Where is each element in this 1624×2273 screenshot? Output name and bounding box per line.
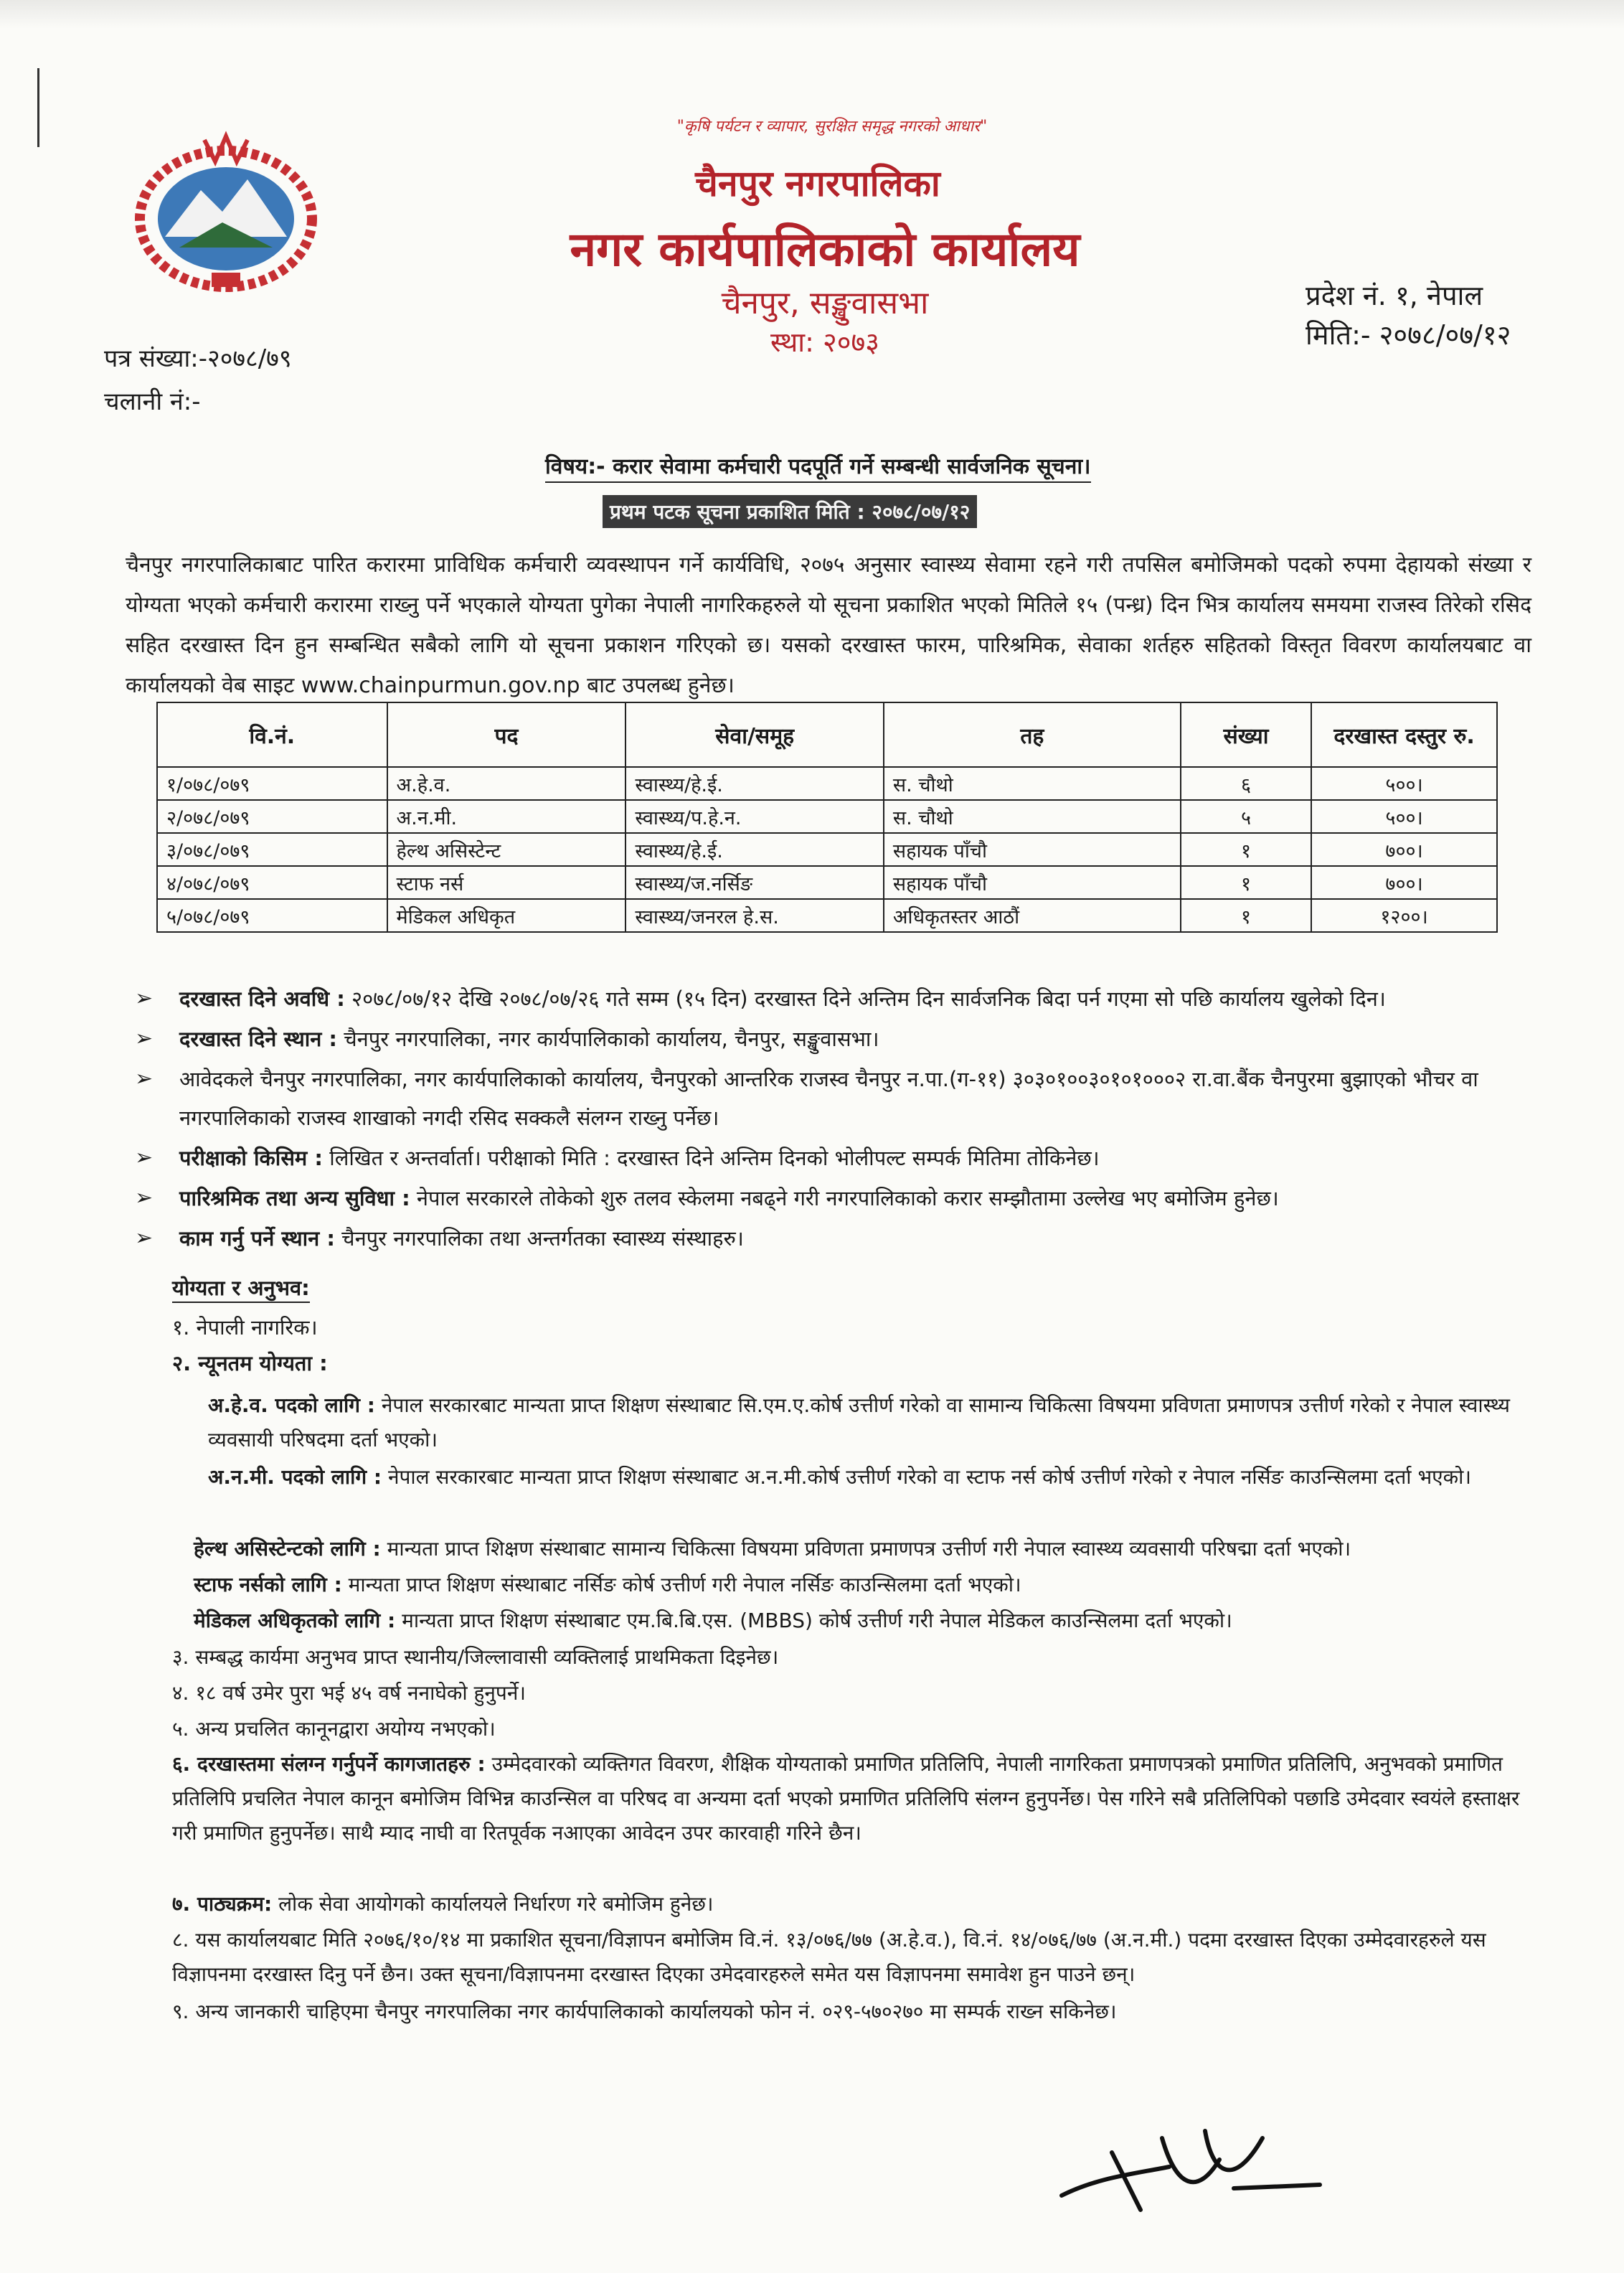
qualification-5: ५. अन्य प्रचलित कानूनद्वारा अयोग्य नभएको। xyxy=(172,1717,496,1741)
cell-post: स्टाफ नर्स xyxy=(387,866,626,899)
cell-level: स. चौथो xyxy=(884,767,1181,800)
notice-bullets xyxy=(129,979,1535,1259)
staff-nurse-text: मान्यता प्राप्त शिक्षण संस्थाबाट नर्सिङ कोर्ष उत्तीर्ण गरी नेपाल नर्सिङ काउन्सिलमा दर्ता भएको। xyxy=(348,1573,1021,1596)
bullet-text: चैनपुर नगरपालिका तथा अन्तर्गतका स्वास्थ्य संस्थाहरु। xyxy=(341,1226,744,1251)
arrow-bullet-icon: ➢ xyxy=(135,1225,154,1251)
cell-count: १ xyxy=(1181,866,1311,899)
table-row xyxy=(157,833,1497,866)
cell-post: अ.न.मी. xyxy=(387,800,626,833)
arrow-bullet-icon: ➢ xyxy=(135,1145,154,1170)
table-row xyxy=(157,767,1497,800)
cell-level: सहायक पाँचौ xyxy=(884,866,1181,899)
anm-requirement xyxy=(208,1460,1528,1495)
bullet-label: परीक्षाको किसिम : xyxy=(179,1146,323,1170)
list-item xyxy=(129,1060,1535,1137)
cell-serial: १/०७८/०७९ xyxy=(157,767,387,800)
documents-text: उम्मेदवारको व्यक्तिगत विवरण, शैक्षिक योग्यताको प्रमाणित प्रतिलिपि, नेपाली नागरिकता प्रमाणपत्रको प्रमाणित प्रतिलिपि, अनुभवको प्रमाणित प्रतिलिपि प्रचलित नेपाल कानून बमोजिम विभिन्न काउन्सिल वा परिषद वा अन्यमा दर्ता भएको प्रमाणित प्रतिलिपि संलग्न हुनुपर्नेछ। पेस गरिने सबै प्रतिलिपिको पछाडि उमेदवार स्वयंले हस्ताक्षर गरी प्रमाणित हुनुपर्नेछ। साथै म्याद नाघी वा रितपूर्वक नआएका आवेदन उपर कारवाही गरिने छैन। xyxy=(172,1752,1520,1845)
anm-text: नेपाल सरकारबाट मान्यता प्राप्त शिक्षण संस्थाबाट अ.न.मी.कोर्ष उत्तीर्ण गरेको वा स्टाफ नर्स कोर्ष उत्तीर्ण गरेको र नेपाल नर्सिङ काउन्सिलमा दर्ता भएको। xyxy=(387,1465,1471,1489)
bullet-label: दरखास्त दिने स्थान : xyxy=(179,1027,338,1051)
header-service: सेवा/समूह xyxy=(625,702,884,767)
cell-service: स्वास्थ्य/हे.ई. xyxy=(625,767,884,800)
scan-shadow xyxy=(0,0,1624,29)
anm-label: अ.न.मी. पदको लागि : xyxy=(208,1465,382,1489)
list-item xyxy=(129,1020,1535,1058)
medical-officer-requirement xyxy=(194,1604,1535,1638)
signature xyxy=(1054,2109,1327,2224)
cell-fee: ५००। xyxy=(1311,800,1497,833)
cell-fee: ५००। xyxy=(1311,767,1497,800)
cell-level: सहायक पाँचौ xyxy=(884,833,1181,866)
cell-service: स्वास्थ्य/हे.ई. xyxy=(625,833,884,866)
cell-serial: ३/०७८/०७९ xyxy=(157,833,387,866)
nepal-emblem-logo xyxy=(115,122,337,301)
qualification-4: ४. १८ वर्ष उमेर पुरा भई ४५ वर्ष ननाघेको हुनुपर्ने। xyxy=(172,1681,526,1705)
qualification-heading: योग्यता र अनुभव: xyxy=(172,1274,310,1303)
medical-officer-text: मान्यता प्राप्त शिक्षण संस्थाबाट एम.बि.बि.एस. (MBBS) कोर्ष उत्तीर्ण गरी नेपाल मेडिकल काउन्सिलमा दर्ता भएको। xyxy=(402,1609,1232,1632)
qualification-7 xyxy=(172,1887,1535,1921)
arrow-bullet-icon: ➢ xyxy=(135,1026,154,1051)
ahw-requirement xyxy=(208,1388,1528,1457)
list-item xyxy=(129,1139,1535,1177)
ahw-text: नेपाल सरकारबाट मान्यता प्राप्त शिक्षण संस्थाबाट सि.एम.ए.कोर्ष उत्तीर्ण गरेको वा सामान्य चिकित्सा विषयमा प्रविणता प्रमाणपत्र उत्तीर्ण गरेको र नेपाल स्वास्थ्य व्यवसायी परिषदमा दर्ता भएको। xyxy=(208,1393,1510,1451)
vacancy-table xyxy=(156,702,1498,933)
arrow-bullet-icon: ➢ xyxy=(135,1185,154,1210)
cell-post: अ.हे.व. xyxy=(387,767,626,800)
cell-level: स. चौथो xyxy=(884,800,1181,833)
qualification-2: २. न्यूनतम योग्यता : xyxy=(172,1351,328,1375)
list-item xyxy=(129,1179,1535,1218)
bullet-text: आवेदकले चैनपुर नगरपालिका, नगर कार्यपालिकाको कार्यालय, चैनपुरको आन्तरिक राजस्व चैनपुर न.पा.(ग-११) ३०३०१००३०१०१०००२ रा.वा.बैंक चैनपुरमा बुझाएको भौचर वा नगरपालिकाको राजस्व शाखाको नगदी रसिद सक्कलै संलग्न राख्नु पर्नेछ। xyxy=(179,1067,1478,1130)
cell-fee: १२००। xyxy=(1311,899,1497,932)
bullet-label: दरखास्त दिने अवधि : xyxy=(179,987,345,1011)
letter-date: मिति:- २०७८/०७/१२ xyxy=(1306,319,1511,351)
margin-mark xyxy=(37,68,39,147)
established-year: स्था: २०७३ xyxy=(770,326,880,358)
list-item xyxy=(129,1219,1535,1258)
cell-serial: ५/०७८/०७९ xyxy=(157,899,387,932)
header-serial: वि.नं. xyxy=(157,702,387,767)
bullet-text: लिखित र अन्तर्वार्ता। परीक्षाको मिति : दरखास्त दिने अन्तिम दिनको भोलीपल्ट सम्पर्क मितिमा तोकिनेछ। xyxy=(329,1146,1100,1170)
syllabus-label: ७. पाठ्यक्रम: xyxy=(172,1892,273,1916)
cell-service: स्वास्थ्य/प.हे.न. xyxy=(625,800,884,833)
table-row xyxy=(157,866,1497,899)
cell-count: १ xyxy=(1181,899,1311,932)
cell-count: ५ xyxy=(1181,800,1311,833)
cell-fee: ७००। xyxy=(1311,866,1497,899)
table-row xyxy=(157,899,1497,932)
header-count: संख्या xyxy=(1181,702,1311,767)
dispatch-number: चलानी नं:- xyxy=(104,387,201,416)
office-title: नगर कार्यपालिकाको कार्यालय xyxy=(570,222,1080,277)
bullet-text: २०७८/०७/१२ देखि २०७८/०७/२६ गते सम्म (१५ दिन) दरखास्त दिने अन्तिम दिन सार्वजनिक बिदा पर्न गएमा सो पछि कार्यालय खुलेको दिन। xyxy=(351,987,1386,1011)
bullet-label: काम गर्नु पर्ने स्थान : xyxy=(179,1226,335,1251)
qualification-8: ८. यस कार्यालयबाट मिति २०७६/१०/१४ मा प्रकाशित सूचना/विज्ञापन बमोजिम वि.नं. १३/०७६/७७ (अ.हे.व.), वि.नं. १४/०७६/७७ (अ.न.मी.) पदमा दरखास्त दिएका उम्मेदवारहरुले यस विज्ञापनमा दरखास्त दिनु पर्ने छैन। उक्त सूचना/विज्ञापनमा दरखास्त दिएका उमेदवारहरुले समेत यस विज्ञापनमा समावेश हुन पाउने छन्। xyxy=(172,1928,1486,1986)
bullet-label: पारिश्रमिक तथा अन्य सुविधा : xyxy=(179,1186,410,1210)
first-publication-date: प्रथम पटक सूचना प्रकाशित मिति : २०७८/०७/१२ xyxy=(603,495,977,528)
cell-serial: २/०७८/०७९ xyxy=(157,800,387,833)
arrow-bullet-icon: ➢ xyxy=(135,986,154,1011)
qualification-6 xyxy=(172,1747,1535,1850)
office-address: चैनपुर, सङ्खुवासभा xyxy=(721,285,929,321)
staff-nurse-label: स्टाफ नर्सको लागि : xyxy=(194,1573,342,1596)
bullet-text: नेपाल सरकारले तोकेको शुरु तलव स्केलमा नबढ्ने गरी नगरपालिकाको करार सम्झौतामा उल्लेख भए बमोजिम हुनेछ। xyxy=(416,1186,1279,1210)
documents-label: ६. दरखास्तमा संलग्न गर्नुपर्ने कागजातहरु : xyxy=(172,1752,486,1776)
cell-service: स्वास्थ्य/ज.नर्सिङ xyxy=(625,866,884,899)
reference-number: पत्र संख्या:-२०७८/७९ xyxy=(104,344,292,373)
ha-requirement xyxy=(194,1532,1535,1566)
ha-text: मान्यता प्राप्त शिक्षण संस्थाबाट सामान्य चिकित्सा विषयमा प्रविणता प्रमाणपत्र उत्तीर्ण गरी नेपाल स्वास्थ्य व्यवसायी परिषद्मा दर्ता भएको। xyxy=(387,1537,1351,1561)
qualification-9: ९. अन्य जानकारी चाहिएमा चैनपुर नगरपालिका नगर कार्यपालिकाको कार्यालयको फोन नं. ०२९-५७०२७० मा सम्पर्क राख्न सकिनेछ। xyxy=(172,2000,1117,2023)
cell-service: स्वास्थ्य/जनरल हे.स. xyxy=(625,899,884,932)
header-fee: दरखास्त दस्तुर रु. xyxy=(1311,702,1497,767)
bullet-text: चैनपुर नगरपालिका, नगर कार्यपालिकाको कार्यालय, चैनपुर, सङ्खुवासभा। xyxy=(344,1027,879,1051)
list-item xyxy=(129,979,1535,1018)
table-header-row xyxy=(157,702,1497,767)
syllabus-text: लोक सेवा आयोगको कार्यालयले निर्धारण गरे बमोजिम हुनेछ। xyxy=(278,1892,714,1916)
province-label: प्रदेश नं. १, नेपाल xyxy=(1306,280,1483,311)
cell-post: हेल्थ असिस्टेन्ट xyxy=(387,833,626,866)
table-row xyxy=(157,800,1497,833)
municipality-name: चैनपुर नगरपालिका xyxy=(695,163,940,204)
letterhead-motto: "कृषि पर्यटन र व्यापार, सुरक्षित समृद्ध नगरको आधार" xyxy=(676,118,988,136)
intro-paragraph: चैनपुर नगरपालिकाबाट पारित करारमा प्राविधिक कर्मचारी व्यवस्थापन गर्ने कार्यविधि, २०७५ अनुसार स्वास्थ्य सेवामा रहने गरी तपसिल बमोजिमको पदको रुपमा देहायको संख्या र योग्यता भएको कर्मचारी करारमा राख्नु पर्ने भएकाले योग्यता पुगेका नेपाली नागरिकहरुले यो सूचना प्रकाशित भएको मितिले १५ (पन्ध्र) दिन भित्र कार्यालय समयमा राजस्व तिरेको रसिद सहित दरखास्त दिन हुन सम्बन्धित सबैको लागि यो सूचना प्रकाशन गरिएको छ। यसको दरखास्त फारम, पारिश्रमिक, सेवाका शर्तहरु सहितको विस्तृत विवरण कार्यालयबाट वा कार्यालयको वेब साइट www.chainpurmun.gov.np बाट उपलब्ध हुनेछ। xyxy=(126,552,1531,698)
header-level: तह xyxy=(884,702,1181,767)
staff-nurse-requirement xyxy=(194,1568,1535,1602)
header-post: पद xyxy=(387,702,626,767)
cell-post: मेडिकल अधिकृत xyxy=(387,899,626,932)
cell-count: ६ xyxy=(1181,767,1311,800)
arrow-bullet-icon: ➢ xyxy=(135,1066,154,1091)
cell-serial: ४/०७८/०७९ xyxy=(157,866,387,899)
cell-count: १ xyxy=(1181,833,1311,866)
ahw-label: अ.हे.व. पदको लागि : xyxy=(208,1393,375,1417)
qualification-3: ३. सम्बद्ध कार्यमा अनुभव प्राप्त स्थानीय/जिल्लावासी व्यक्तिलाई प्राथमिकता दिइनेछ। xyxy=(172,1645,779,1669)
cell-level: अधिकृतस्तर आठौं xyxy=(884,899,1181,932)
ha-label: हेल्थ असिस्टेन्टको लागि : xyxy=(194,1537,381,1561)
medical-officer-label: मेडिकल अधिकृतको लागि : xyxy=(194,1609,396,1632)
notice-subject: विषय:- करार सेवामा कर्मचारी पदपूर्ति गर्ने सम्बन्धी सार्वजनिक सूचना। xyxy=(545,451,1091,483)
cell-fee: ७००। xyxy=(1311,833,1497,866)
qualification-1: १. नेपाली नागरिक। xyxy=(172,1315,318,1340)
